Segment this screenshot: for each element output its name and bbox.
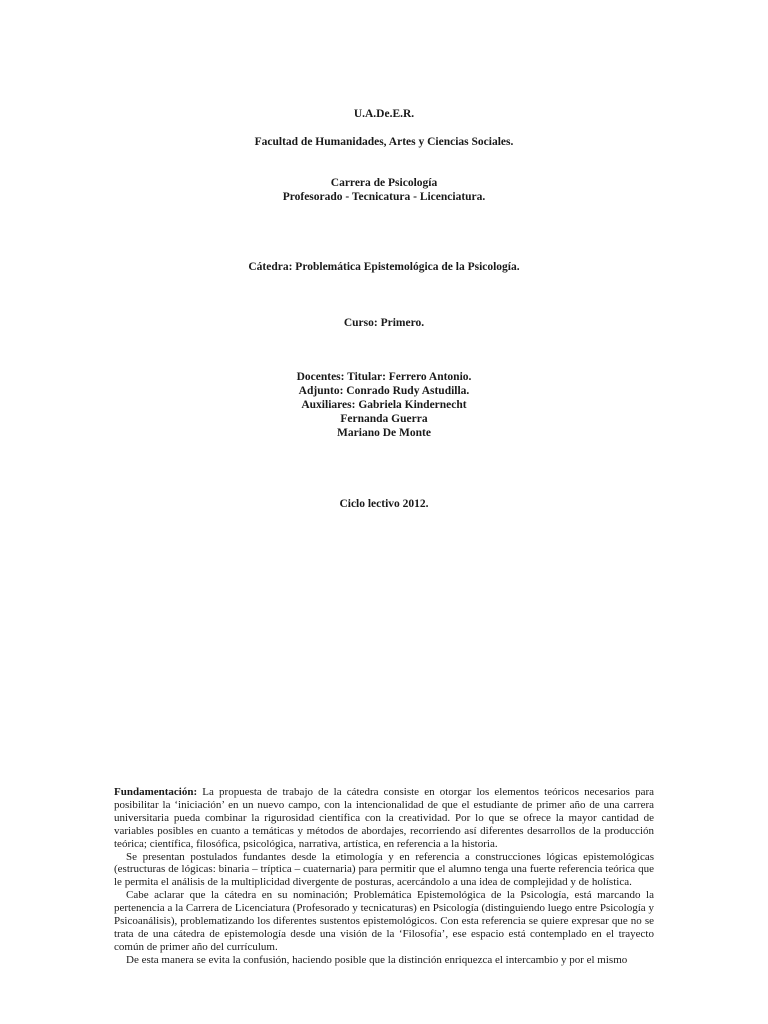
course-heading (0, 316, 768, 330)
faculty-heading (0, 135, 768, 149)
paragraph-1 (114, 786, 654, 851)
chair-name: Cátedra: Problemática Epistemológica de la Psicología. (248, 261, 520, 273)
paragraph-3: Cabe aclarar que la cátedra en su nominación; Problemática Epistemológica de la Psicología, está marcando la pertenencia a la Carrera de Licenciatura (Profesorado y tecnicaturas) en Psicología (distinguiendo luego entre Psicología y Psicoanálisis), problematizando los diferentes sustentos epistemológicos. Con esta referencia se quiere expresar que no se trata de una cátedra de epistemología desde una visión de la ‘Filosofía’, ese espacio está contemplado en el trayecto común de primer año del currículum. (114, 889, 654, 953)
chair-heading (0, 260, 768, 274)
teacher-line: Fernanda Guerra (340, 413, 428, 425)
teacher-line: Auxiliares: Gabriela Kindernecht (301, 399, 467, 411)
teacher-line: Docentes: Titular: Ferrero Antonio. (296, 371, 472, 383)
cycle-heading (0, 497, 768, 511)
career-name: Carrera de Psicología (330, 177, 438, 189)
faculty-name: Facultad de Humanidades, Artes y Ciencias Sociales. (254, 136, 514, 148)
degrees-line: Profesorado - Tecnicatura - Licenciatura. (282, 191, 486, 203)
section-label: Fundamentación: (114, 786, 198, 798)
fundamentacion-section (114, 786, 654, 967)
career-heading (0, 176, 768, 204)
paragraph-1-text: La propuesta de trabajo de la cátedra consiste en otorgar los elementos teóricos necesarios para posibilitar la ‘iniciación’ en un nuevo campo, con la intencionalidad de que el estudiante de primer año de una carrera universitaria pueda combinar la rigurosidad científica con la creatividad. Por lo que se ofrece la mayor cantidad de variables posibles en cuanto a temáticas y métodos de abordajes, recorriendo así diferentes desarrollos de la producción teórica; científica, filosófica, psicológica, narrativa, artística, en referencia a la historia. (114, 786, 655, 850)
paragraph-4: De esta manera se evita la confusión, haciendo posible que la distinción enriquezca el intercambio y por el mismo (126, 953, 628, 966)
cycle-year: Ciclo lectivo 2012. (339, 498, 429, 510)
teacher-line: Adjunto: Conrado Rudy Astudilla. (298, 385, 470, 397)
course-name: Curso: Primero. (343, 317, 425, 329)
teachers-list (0, 370, 768, 440)
paragraph-2: Se presentan postulados fundantes desde la etimología y en referencia a construcciones lógicas epistemológicas (estructuras de lógicas: binaria – tríptica – cuaternaria) para permitir que el alumno tenga una fuerte referencia teórica que le permita el análisis de la multiplicidad divergente de posturas, acercándolo a una idea de complejidad y de holística. (114, 850, 654, 889)
institution-heading (0, 107, 768, 121)
institution-name: U.A.De.E.R. (353, 108, 415, 120)
teacher-line: Mariano De Monte (337, 427, 431, 439)
